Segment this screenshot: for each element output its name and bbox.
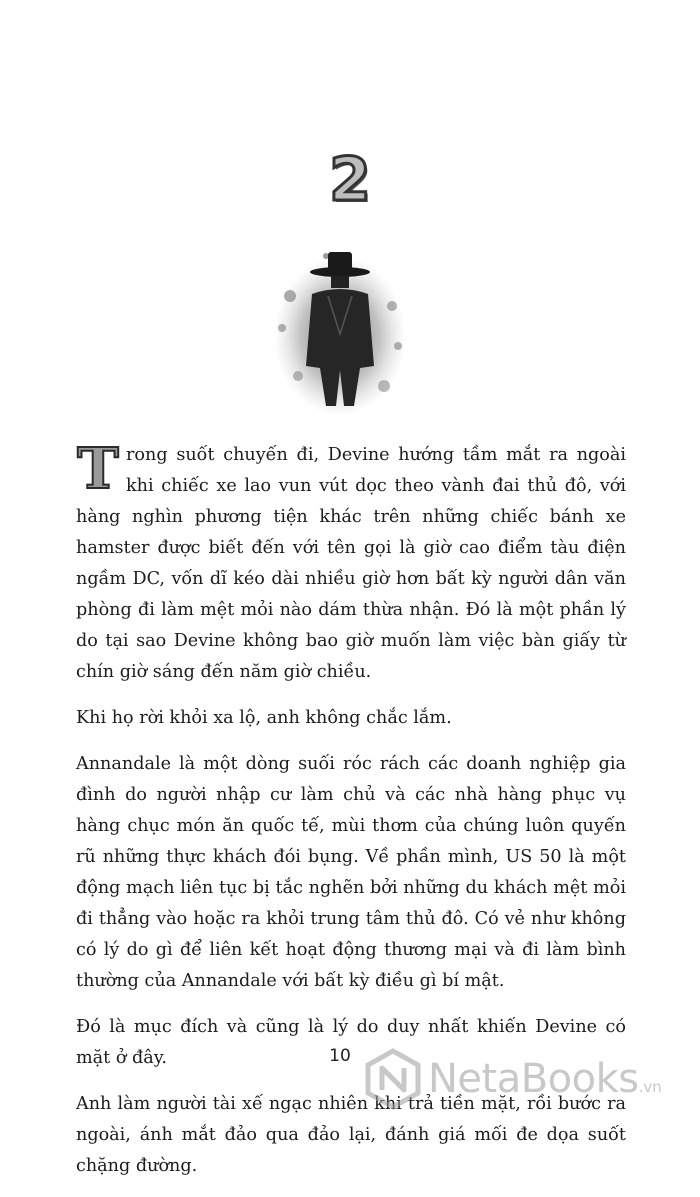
paragraph-3: Annandale là một dòng suối róc rách các doanh nghiệp gia đình do người nhập cư làm chủ và các nhà hàng phục vụ hàng chục món ăn quốc tế, mùi thơm của chúng luôn quyến rũ những thực khách đói bụng. Về phần mình, US 50 là một động mạch liên tục bị tắc nghẽn bởi những du khách mệt mỏi đi thẳng vào hoặc ra khỏi trung tâm thủ đô. Có vẻ như không có lý do gì để liên kết hoạt động thương mại và đi làm bình thường của Annandale với bất kỳ điều gì bí mật. [76, 754, 626, 991]
netabooks-logo-icon [362, 1048, 424, 1110]
watermark-suffix: .vn [638, 1078, 662, 1096]
paragraph-4: Đó là mục đích và cũng là lý do duy nhất khiến Devine có mặt ở đây. [76, 1017, 626, 1068]
paragraph-2: Khi họ rời khỏi xa lộ, anh không chắc lắm. [76, 708, 452, 728]
watermark [362, 1046, 698, 1112]
paragraph-1-text: rong suốt chuyến đi, Devine hướng tầm mắt ra ngoài khi chiếc xe lao vun vút dọc theo vành đai thủ đô, với hàng nghìn phương tiện khác trên những chiếc bánh xe hamster được biết đến với tên gọi là giờ cao điểm tàu điện ngầm DC, vốn dĩ kéo dài nhiều giờ hơn bất kỳ người dân văn phòng đi làm mệt mỏi nào dám thừa nhận. Đó là một phần lý do tại sao Devine không bao giờ muốn làm việc bàn giấy từ chín giờ sáng đến năm giờ chiều. [76, 445, 626, 682]
drop-cap: T [77, 436, 119, 502]
watermark-brand: NetaBooks [428, 1056, 639, 1102]
paragraph-5: Anh làm người tài xế ngạc nhiên khi trả tiền mặt, rồi bước ra ngoài, ánh mắt đảo qua đảo lại, đánh giá mối đe dọa suốt chặng đường. [76, 1094, 626, 1176]
chapter-number: 2 [329, 145, 371, 215]
silhouette-illustration [268, 236, 412, 416]
paragraph-1 [76, 436, 626, 688]
page-number: 10 [329, 1046, 351, 1066]
